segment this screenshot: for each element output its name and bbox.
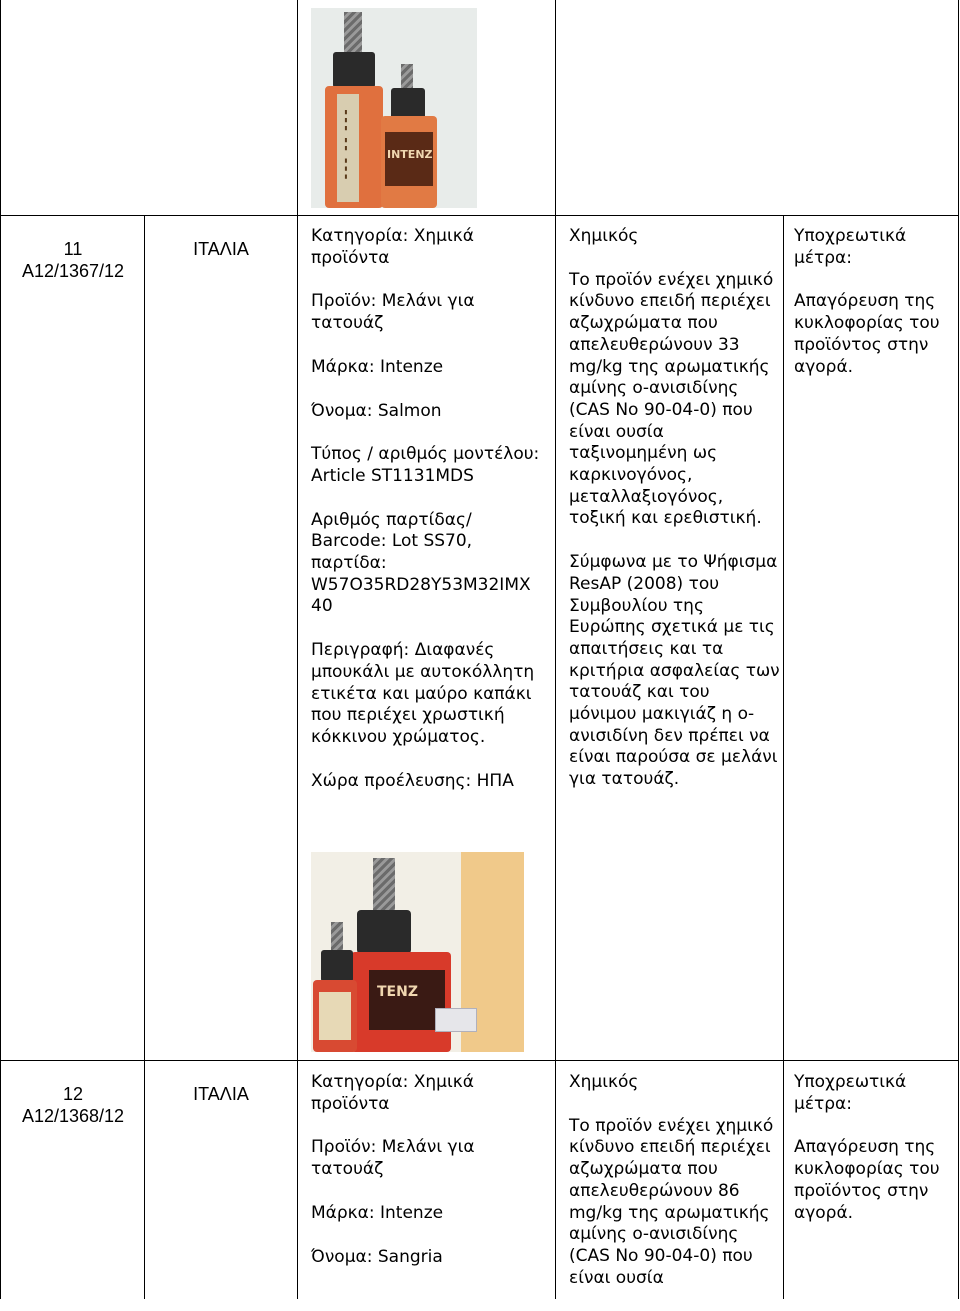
country-cell <box>146 238 296 260</box>
measures-heading: Υποχρεωτικά μέτρα: <box>794 1072 907 1114</box>
bottle-nozzle <box>373 858 395 912</box>
bottle-nozzle <box>401 64 413 90</box>
product-category: Κατηγορία: Χημικά προϊόντα <box>311 1072 474 1114</box>
measures-text: Απαγόρευση της κυκλοφορίας του προϊόντος στην αγορά. <box>794 291 940 377</box>
grid-line <box>783 1060 784 1299</box>
measures-cell <box>794 1072 954 1246</box>
measures-cell <box>794 226 954 400</box>
notifying-country: ΙΤΑΛΙΑ <box>193 1084 249 1104</box>
item-reference: A12/1367/12 <box>21 261 125 281</box>
product-description: Περιγραφή: Διαφανές μπουκάλι με αυτοκόλλητη ετικέτα και μαύρο καπάκι που περιέχει χρωστική κόκκινου χρώματος. <box>311 640 535 747</box>
product-photo-salmon <box>311 8 477 208</box>
product-description-cell <box>311 1072 551 1290</box>
risk-type: Χημικός <box>569 1072 639 1092</box>
grid-line <box>144 215 145 1060</box>
grid-line <box>0 0 1 1299</box>
bottle-nozzle <box>331 922 343 952</box>
product-description-cell <box>311 226 551 814</box>
label-sticker <box>435 1008 477 1032</box>
risk-cell <box>569 226 781 813</box>
item-number-cell <box>2 1083 144 1127</box>
grid-line <box>297 0 298 1299</box>
risk-type: Χημικός <box>569 226 639 246</box>
notifying-country: ΙΤΑΛΙΑ <box>193 239 249 259</box>
country-cell <box>146 1083 296 1105</box>
grid-line <box>555 0 556 1299</box>
risk-legal-basis: Σύμφωνα με το Ψήφισμα ResAP (2008) του Συμβουλίου της Ευρώπης σχετικά με τις απαιτήσεις και τα κριτήρια ασφαλείας των τατουάζ και του μόνιμου μακιγιάζ η ο-ανισιδίνη δεν πρέπει να είναι παρούσα σε μελάνι για τατουάζ. <box>569 552 780 790</box>
brand-logo: INTENZ <box>387 148 433 161</box>
product-name: Όνομα: Sangria <box>311 1246 443 1267</box>
risk-description: Το προϊόν ενέχει χημικό κίνδυνο επειδή περιέχει αζωχρώματα που απελευθερώνουν 86 mg/kg της αρωματικής αμίνης ο-ανισιδίνης (CAS No 90-04-0) που είναι ουσία <box>569 1115 774 1288</box>
country-of-origin: Χώρα προέλευσης: ΗΠΑ <box>311 770 514 791</box>
bottle-nozzle <box>344 12 362 56</box>
product-type: Προϊόν: Μελάνι για τατουάζ <box>311 1137 475 1180</box>
product-model: Τύπος / αριθμός μοντέλου: Article ST1131MDS <box>311 444 540 486</box>
measures-heading: Υποχρεωτικά μέτρα: <box>794 226 907 268</box>
item-number: 11 <box>63 239 83 259</box>
product-brand: Μάρκα: Intenze <box>311 1202 444 1223</box>
bottle-cap <box>357 910 411 954</box>
product-type: Προϊόν: Μελάνι για τατουάζ <box>311 291 475 334</box>
risk-description: Το προϊόν ενέχει χημικό κίνδυνο επειδή περιέχει αζωχρώματα που απελευθερώνουν 33 mg/kg της αρωματικής αμίνης ο-ανισιδίνης (CAS No 90-04-0) που είναι ουσία ταξινομημένη ως καρκινογόνος, μεταλλαξιογόνος, τοξική και ερεθιστική. <box>569 269 774 529</box>
risk-cell <box>569 1072 781 1311</box>
grid-line <box>958 0 959 1299</box>
bottle-cap <box>333 52 375 88</box>
product-name: Όνομα: Salmon <box>311 400 442 421</box>
product-brand: Μάρκα: Intenze <box>311 356 444 377</box>
product-batch: Αριθμός παρτίδας/ Barcode: Lot SS70, παρτίδα: W57O35RD28Y53M32IMX 40 <box>311 509 531 617</box>
bottle-label-text: ▮▮▮ ▮▮ ▮▮▮ <box>342 108 350 181</box>
bottle-label <box>369 970 445 1030</box>
brand-logo: TENZ <box>377 984 418 1000</box>
item-reference: A12/1368/12 <box>21 1106 125 1126</box>
grid-line <box>783 215 784 1060</box>
grid-line <box>144 1060 145 1299</box>
item-number-cell <box>2 238 144 282</box>
product-photo-sangria <box>311 852 524 1052</box>
item-number: 12 <box>62 1084 84 1104</box>
bottle-cap <box>321 950 353 982</box>
product-category: Κατηγορία: Χημικά προϊόντα <box>311 226 474 268</box>
bottle-label <box>319 992 351 1040</box>
measures-text: Απαγόρευση της κυκλοφορίας του προϊόντος στην αγορά. <box>794 1137 940 1223</box>
